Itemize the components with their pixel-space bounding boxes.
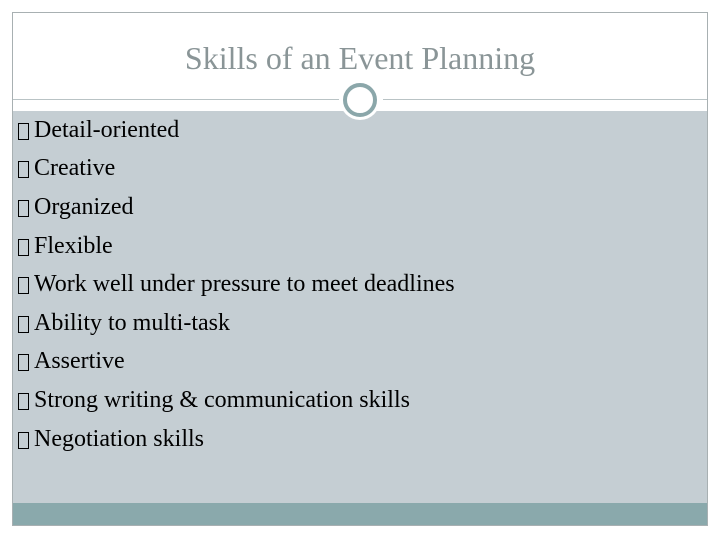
list-item — [18, 343, 455, 382]
list-item — [18, 265, 455, 304]
bullet-text: Assertive — [34, 348, 125, 375]
bullet-text: Negotiation skills — [34, 425, 204, 452]
list-item — [18, 111, 455, 150]
bullet-text: Organized — [34, 193, 134, 220]
bullet-text: Ability to multi-task — [34, 309, 230, 336]
list-item — [18, 304, 455, 343]
list-item — [18, 227, 455, 266]
missing-glyph-box-icon — [18, 354, 29, 371]
bullet-text: Flexible — [34, 232, 113, 259]
missing-glyph-box-icon — [18, 123, 29, 140]
missing-glyph-box-icon — [18, 393, 29, 410]
title-divider-left — [13, 99, 339, 100]
bullet-text: Detail-oriented — [34, 116, 180, 143]
title-divider-right — [383, 99, 707, 100]
bullet-text: Work well under pressure to meet deadlines — [34, 271, 455, 298]
missing-glyph-box-icon — [18, 316, 29, 333]
list-item — [18, 420, 455, 459]
missing-glyph-box-icon — [18, 239, 29, 256]
footer-bar — [13, 503, 707, 525]
list-item — [18, 381, 455, 420]
slide-title: Skills of an Event Planning — [184, 40, 536, 76]
missing-glyph-box-icon — [18, 161, 29, 178]
bullet-text: Creative — [34, 155, 116, 182]
missing-glyph-box-icon — [18, 277, 29, 294]
bullet-text: Strong writing & communication skills — [34, 386, 410, 413]
missing-glyph-box-icon — [18, 432, 29, 449]
list-item — [18, 150, 455, 189]
bullet-list — [18, 111, 455, 458]
list-item — [18, 188, 455, 227]
missing-glyph-box-icon — [18, 200, 29, 217]
